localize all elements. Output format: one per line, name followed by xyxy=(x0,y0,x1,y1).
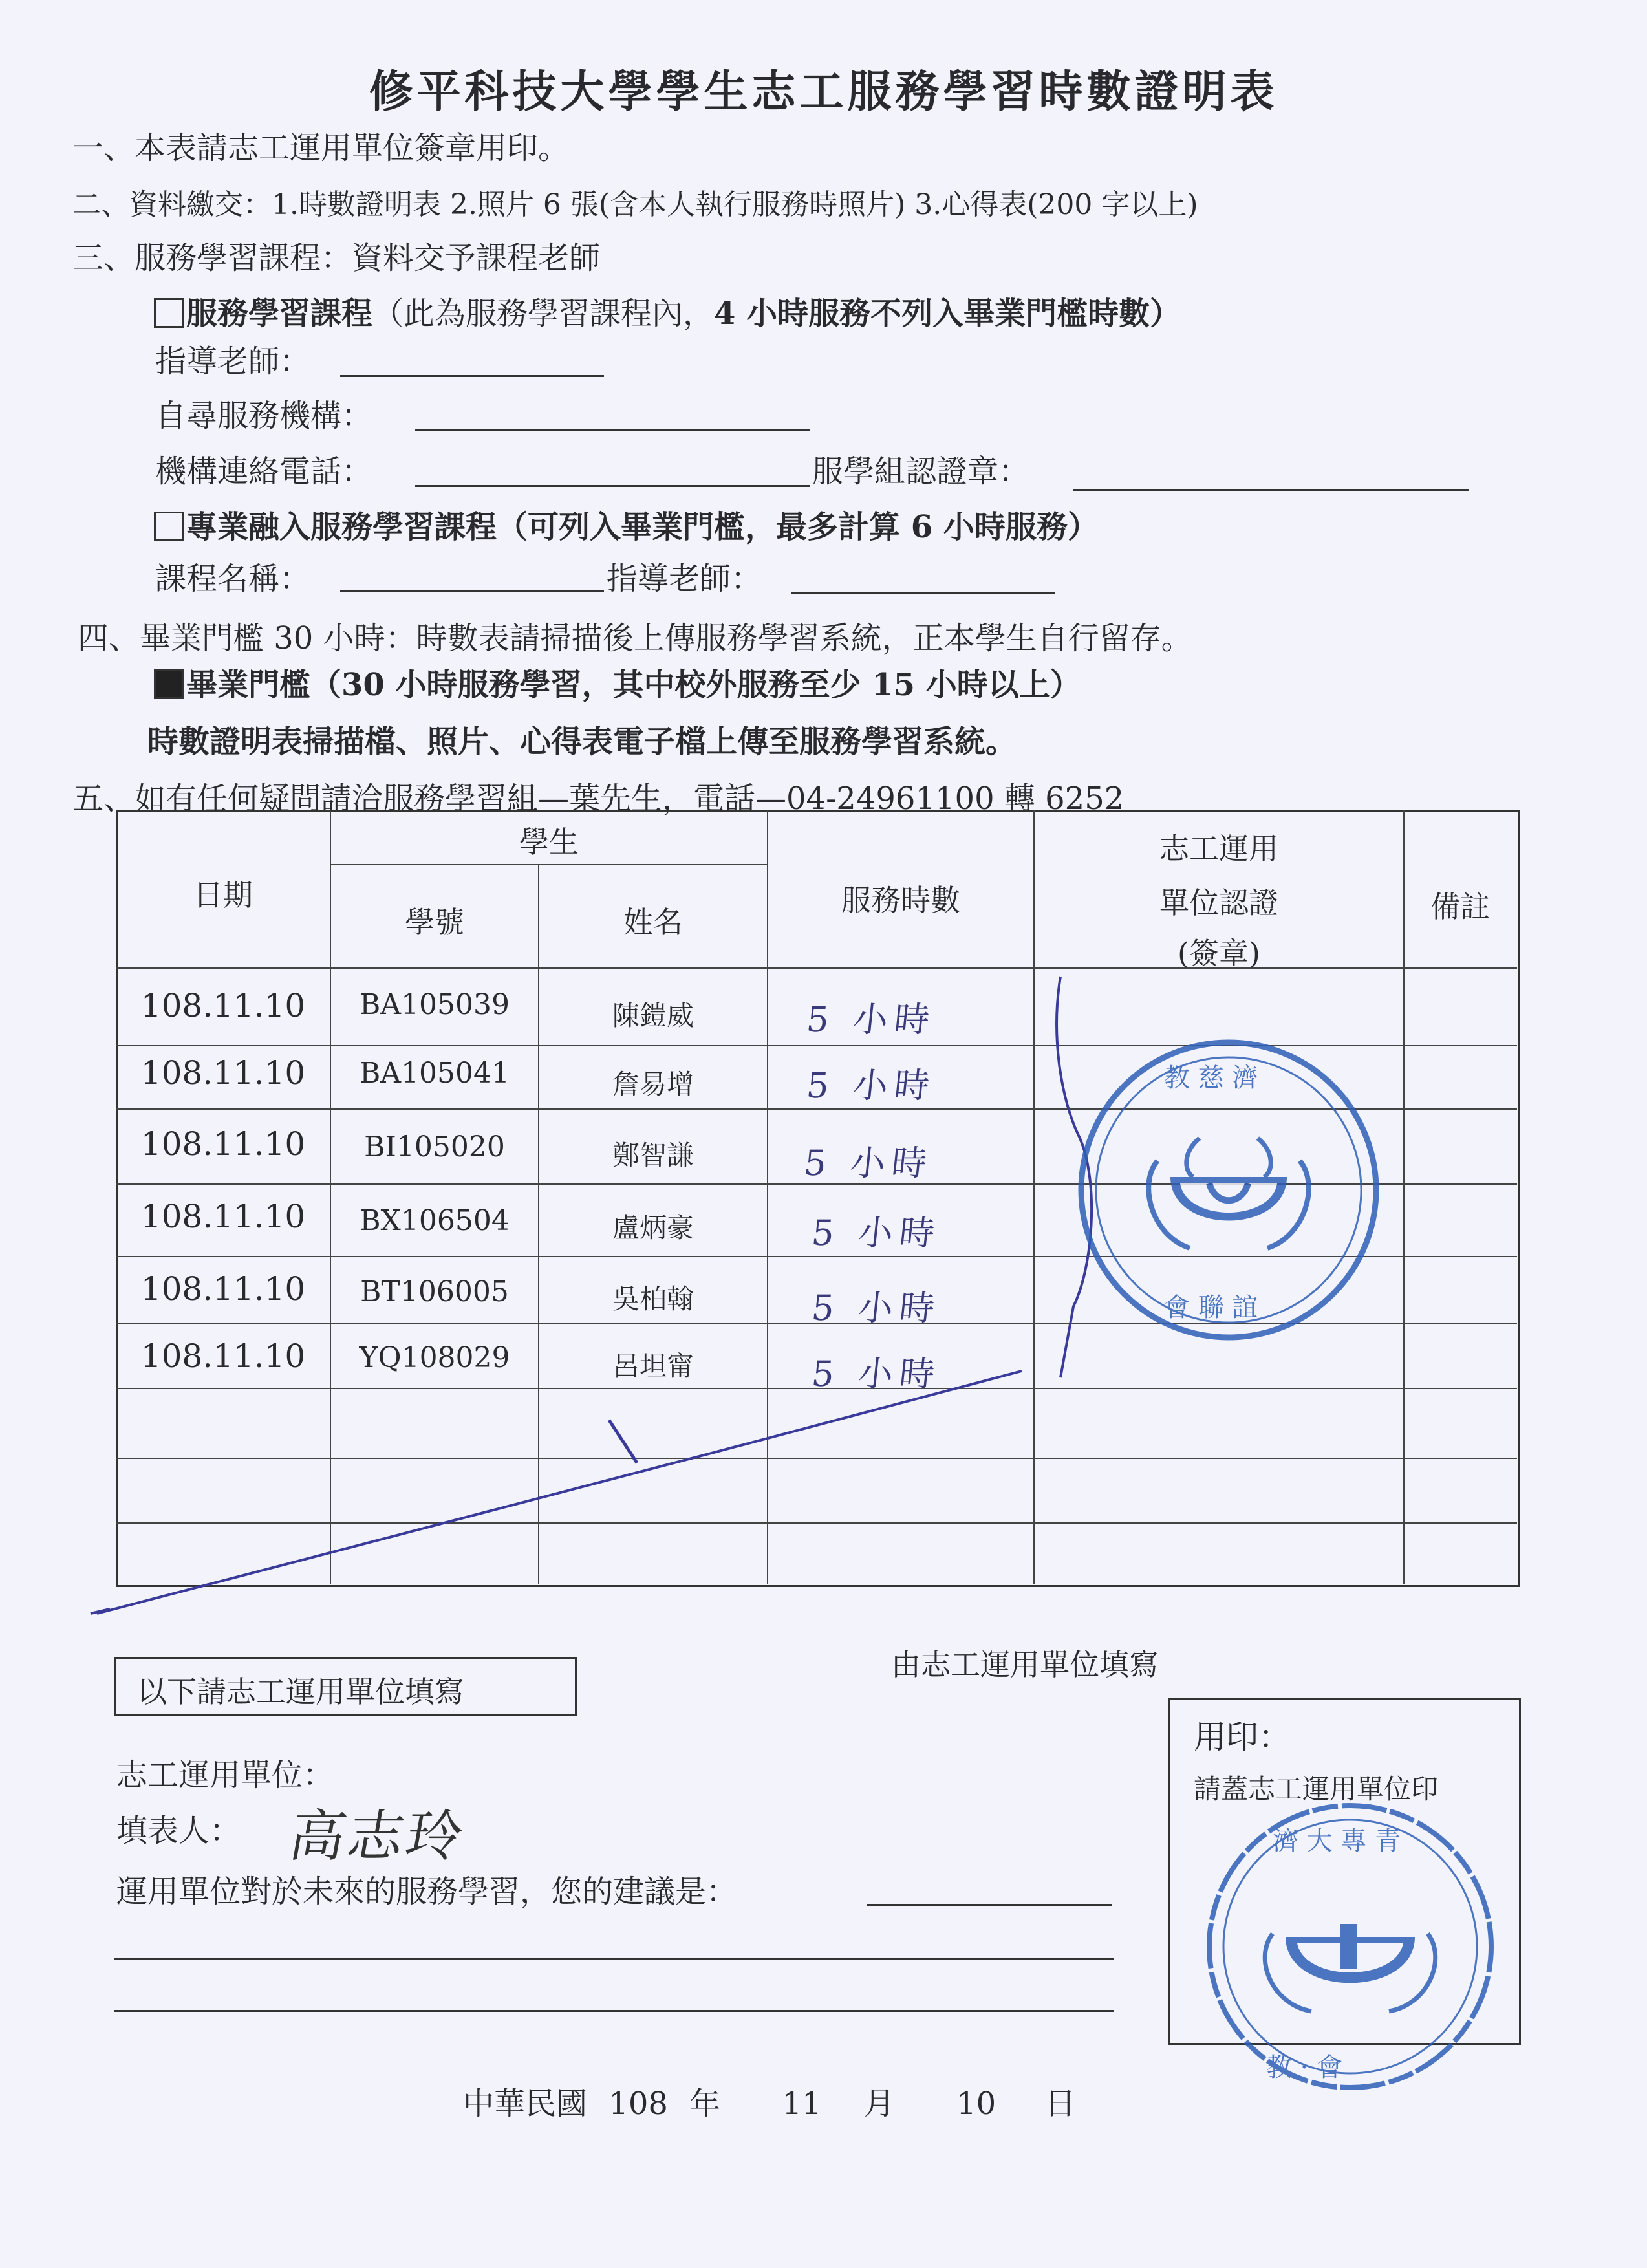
svg-text:濟 大 專 青: 濟 大 專 青 xyxy=(1273,1826,1401,1856)
unit-box-label: 以下請志工運用單位填寫 xyxy=(137,1674,464,1709)
instruction-item-5: 五、如有任何疑問請洽服務學習組—葉先生，電話—04-24961100 轉 6252 xyxy=(72,781,1125,817)
instruction-item-2: 二、資料繳交：1.時數證明表 2.照片 6 張(含本人執行服務時照片) 3.心得表(200 字以上) xyxy=(72,188,1198,221)
course-option-1-label: 服務學習課程 xyxy=(186,296,373,332)
row-student-id: BT106005 xyxy=(360,1275,509,1308)
header-remarks: 備註 xyxy=(1430,889,1490,924)
row-date: 108.11.10 xyxy=(140,987,306,1024)
row-date: 108.11.10 xyxy=(140,1125,306,1163)
row-name: 陳鎧威 xyxy=(612,1000,694,1031)
course-option-1-note-a: （此為服務學習課程內， xyxy=(372,296,715,332)
phone-label: 機構連絡電話： xyxy=(155,453,373,490)
row-student-id: BX106504 xyxy=(360,1204,510,1237)
date-month: 11 xyxy=(782,2086,822,2122)
advisor-label: 指導老師： xyxy=(155,343,311,380)
header-date: 日期 xyxy=(193,878,253,913)
instruction-item-1: 一、本表請志工運用單位簽章用印。 xyxy=(72,130,570,166)
row-hours: 5 小時 xyxy=(802,1143,936,1183)
seal-note: 請蓋志工運用單位印 xyxy=(1194,1773,1439,1805)
row-date: 108.11.10 xyxy=(140,1337,306,1375)
institution-label: 自尋服務機構： xyxy=(155,398,373,434)
row-name: 呂坦甯 xyxy=(612,1350,694,1382)
page-title: 修平科技大學學生志工服務學習時數證明表 xyxy=(369,66,1278,118)
graduation-label: 畢業門檻 xyxy=(186,667,311,703)
suggestion-line-2[interactable] xyxy=(114,1958,1114,1960)
seal-title: 用印： xyxy=(1194,1718,1291,1756)
date-year: 108 xyxy=(608,2086,668,2122)
date-day: 10 xyxy=(956,2086,996,2122)
header-student: 學生 xyxy=(519,825,579,859)
date-year-label: 年 xyxy=(689,2086,721,2122)
header-unit-line1: 志工運用 xyxy=(1159,831,1278,866)
suggestion-field[interactable] xyxy=(867,1904,1112,1906)
suggestion-label: 運用單位對於未來的服務學習，您的建議是： xyxy=(116,1874,738,1910)
row-hours: 5 小時 xyxy=(810,1213,943,1253)
unit-label: 志工運用單位： xyxy=(116,1757,334,1793)
svg-text:教 慈 濟: 教 慈 濟 xyxy=(1164,1063,1258,1093)
svg-text:教 · 會: 教 · 會 xyxy=(1266,2053,1343,2082)
row-name: 詹易增 xyxy=(612,1068,694,1100)
header-unit-line3: (簽章) xyxy=(1178,936,1260,971)
seal-stamp-icon xyxy=(1176,1798,1512,2108)
date-month-label: 月 xyxy=(863,2086,895,2122)
row-hours: 5 小時 xyxy=(804,999,938,1040)
date-day-label: 日 xyxy=(1044,2086,1076,2122)
course-option-1-note-b: 4 小時服務不列入畢業門檻時數） xyxy=(714,296,1181,332)
organization-stamp-icon xyxy=(1060,1022,1397,1358)
svg-text:會 聯 誼: 會 聯 誼 xyxy=(1164,1293,1258,1323)
row-date: 108.11.10 xyxy=(140,1270,306,1308)
date-footer xyxy=(463,2079,1075,2123)
row-date: 108.11.10 xyxy=(140,1198,306,1235)
advisor-label-2: 指導老師： xyxy=(607,561,762,597)
graduation-note: （30 小時服務學習，其中校外服務至少 15 小時以上） xyxy=(310,667,1081,703)
row-hours: 5 小時 xyxy=(804,1065,938,1106)
row-name: 盧炳豪 xyxy=(612,1212,694,1244)
filler-label: 填表人： xyxy=(116,1813,241,1849)
unit-header-right: 由志工運用單位填寫 xyxy=(891,1647,1159,1682)
header-student-id: 學號 xyxy=(405,905,464,940)
stamp-label: 服學組認證章： xyxy=(812,453,1030,490)
date-prefix: 中華民國 xyxy=(463,2086,588,2122)
row-hours: 5 小時 xyxy=(810,1288,943,1328)
upload-note: 時數證明表掃描檔、照片、心得表電子檔上傳至服務學習系統。 xyxy=(147,724,1017,760)
suggestion-line-3[interactable] xyxy=(114,2010,1114,2012)
header-hours: 服務時數 xyxy=(841,883,960,918)
row-student-id: BA105041 xyxy=(359,1057,510,1090)
course-option-2-label: 專業融入服務學習課程 xyxy=(186,509,497,545)
header-name: 姓名 xyxy=(623,905,683,940)
row-student-id: BA105039 xyxy=(359,988,510,1021)
filler-signature: 高志玲 xyxy=(284,1804,471,1869)
course-option-2-note: （可列入畢業門檻，最多計算 6 小時服務） xyxy=(497,509,1099,545)
row-student-id: YQ108029 xyxy=(359,1341,510,1374)
row-name: 吳柏翰 xyxy=(612,1283,694,1315)
course-name-label: 課程名稱： xyxy=(155,561,311,597)
row-student-id: BI105020 xyxy=(364,1130,505,1163)
row-hours: 5 小時 xyxy=(810,1354,943,1394)
header-unit-line2: 單位認證 xyxy=(1159,885,1278,920)
instruction-item-4: 四、畢業門檻 30 小時：時數表請掃描後上傳服務學習系統，正本學生自行留存。 xyxy=(78,620,1192,656)
row-name: 鄭智謙 xyxy=(612,1139,694,1171)
row-date: 108.11.10 xyxy=(140,1054,306,1092)
instruction-item-3: 三、服務學習課程：資料交予課程老師 xyxy=(72,240,601,276)
